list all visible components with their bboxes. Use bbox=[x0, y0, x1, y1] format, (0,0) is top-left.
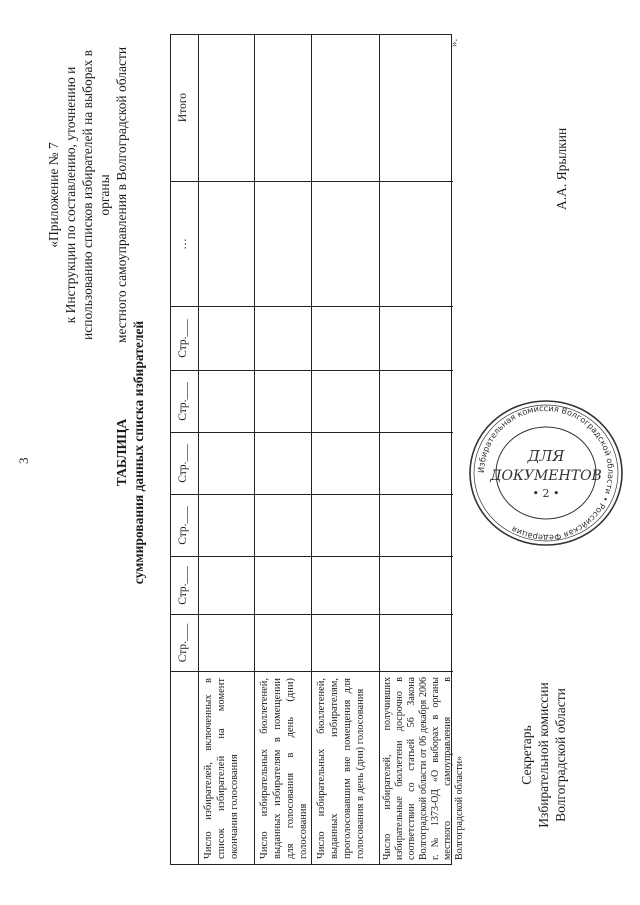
table-header-cell: Стр.___ bbox=[170, 371, 198, 433]
table-border bbox=[170, 34, 465, 865]
appendix-header-line: «Приложение № 7 bbox=[46, 142, 61, 248]
official-seal-icon bbox=[462, 396, 630, 550]
signer-name: А.А. Ярылкин bbox=[554, 127, 569, 210]
row-label: Число избирательных бюллетеней, выданных избирателям, проголосовавшим вне помещения для голосования в день (дни) голосования bbox=[316, 678, 366, 859]
table-header-cell: Стр.___ bbox=[170, 433, 198, 495]
row-label: Число избирательных бюллетеней, выданных избирателям в помещении для голосования в день (дни) голосования bbox=[259, 678, 309, 859]
seal-center-line: ДЛЯ bbox=[527, 447, 565, 465]
appendix-header-line: местного самоуправления в Волгоградской области bbox=[114, 46, 129, 344]
row-label: Число избирателей, получивших избирательные бюллетени досрочно в соответствии со статьей 56 Закона Волгоградской области от 06 декабря 2006 г. № 1373-ОД «О выборах в органы местного самоуправления в Волгоградской области» bbox=[382, 677, 465, 860]
signature-title-line: Секретарь bbox=[519, 725, 534, 785]
seal-ring-text: Избирательная комиссия Волгоградской области • Российская Федерация bbox=[475, 402, 617, 544]
signature-title-line: Избирательной комиссии bbox=[536, 682, 551, 828]
table-header-cell: … bbox=[170, 182, 198, 307]
page-number: 3 bbox=[16, 457, 31, 464]
table-header-cell: Итого bbox=[170, 34, 198, 182]
appendix-header-line: к Инструкции по составлению, уточнению и bbox=[63, 66, 78, 324]
table-header-cell: Стр.___ bbox=[170, 615, 198, 672]
table-title bbox=[113, 0, 147, 905]
table-title-subtitle: суммирования данных списка избирателей bbox=[131, 320, 146, 585]
table-header-cell: Стр.___ bbox=[170, 307, 198, 371]
signature-title-line: Волгоградской области bbox=[553, 688, 568, 822]
seal-center-line: ДОКУМЕНТОВ bbox=[490, 468, 602, 484]
appendix-header-line: использованию списков избирателей на выборах в органы bbox=[80, 50, 112, 340]
closing-quote-mark: ». bbox=[448, 38, 460, 47]
summary-table bbox=[170, 34, 465, 865]
signature-title bbox=[518, 655, 569, 855]
table-header-cell: Стр.___ bbox=[170, 495, 198, 557]
table-title-main: ТАБЛИЦА bbox=[114, 418, 129, 487]
row-label: Число избирателей, включенных в список избирателей на момент окончания голосования bbox=[203, 678, 240, 859]
table-header-cell: Стр.___ bbox=[170, 557, 198, 615]
seal-center-line: • 2 • bbox=[532, 487, 560, 500]
